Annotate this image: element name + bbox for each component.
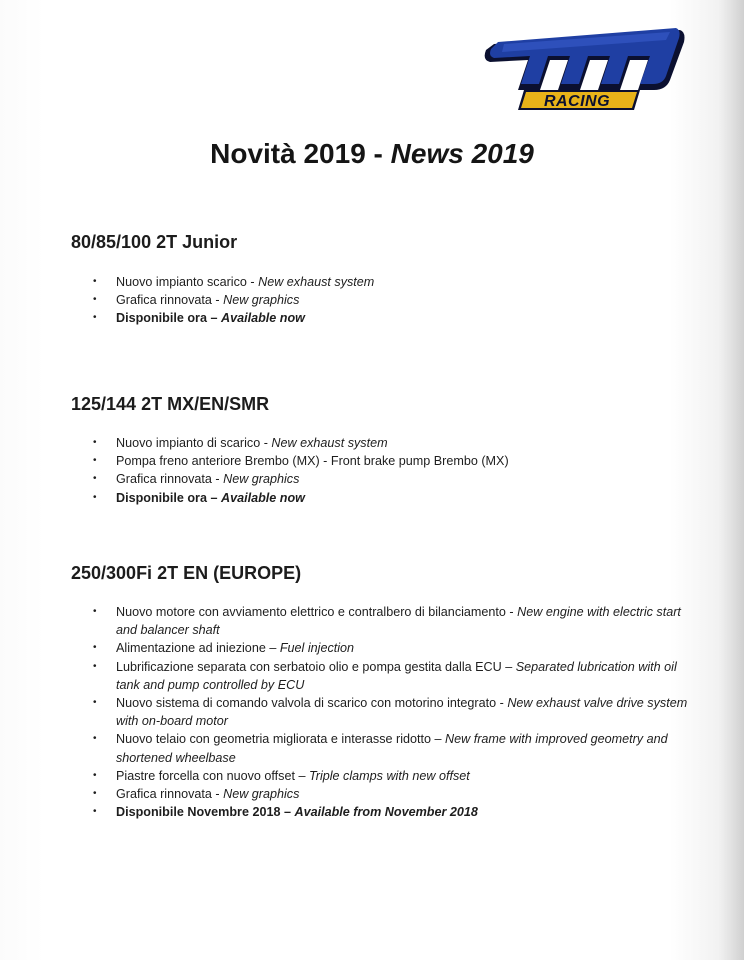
page-title	[0, 138, 744, 170]
bullet-icon: •	[93, 437, 97, 448]
item-english-text: Available from November 2018	[294, 805, 478, 820]
item-separator: –	[206, 490, 221, 505]
item-english-text: Separated lubrication with oil tank and pump controlled by ECU	[116, 659, 677, 692]
feature-list-item	[71, 273, 374, 291]
item-italian-text: Nuovo sistema di comando valvola di scarico con motorino integrato	[116, 696, 497, 711]
bullet-icon: •	[93, 276, 97, 287]
item-separator: –	[294, 768, 309, 783]
item-separator: –	[431, 732, 446, 747]
feature-list-item	[71, 434, 509, 452]
racing-text: RACING	[543, 93, 611, 110]
section-junior	[71, 232, 691, 326]
bullet-icon: •	[93, 491, 97, 503]
feature-list-item	[71, 291, 374, 309]
feature-list	[71, 273, 374, 328]
item-italian-text: Nuovo motore con avviamento elettrico e contralbero di bilanciamento	[116, 605, 506, 619]
item-separator: -	[260, 436, 272, 450]
bullet-icon: •	[93, 788, 97, 800]
feature-list-item	[71, 639, 691, 657]
item-english-text: Available now	[220, 311, 305, 326]
title-english: News 2019	[390, 138, 534, 169]
section-125-144	[71, 394, 691, 505]
item-italian-text: Grafica rinnovata	[116, 293, 212, 308]
item-separator: -	[211, 787, 224, 802]
feature-list-item	[71, 603, 691, 639]
item-separator: –	[206, 311, 221, 326]
racing-plate	[518, 90, 640, 110]
bullet-icon: •	[93, 455, 97, 467]
feature-list-item	[71, 470, 509, 488]
item-english-text: New engine with electric start and balancer shaft	[116, 605, 681, 638]
feature-list-item	[71, 730, 691, 766]
section-250-300fi	[71, 563, 691, 820]
item-separator: –	[265, 641, 280, 656]
item-english-text: Triple clamps with new offset	[309, 768, 470, 783]
feature-list-item	[71, 767, 691, 785]
item-italian-text: Nuovo impianto di scarico	[116, 436, 261, 450]
item-separator: –	[501, 659, 516, 674]
item-italian-text: Disponibile ora	[116, 490, 207, 505]
item-italian-text: Lubrificazione separata con serbatoio olio e pompa gestita dalla ECU	[116, 659, 502, 674]
item-english-text: New exhaust valve drive system with on-board motor	[116, 696, 688, 729]
item-italian-text: Grafica rinnovata	[116, 787, 212, 802]
tm-wordmark	[485, 28, 685, 90]
item-english-text: New exhaust system	[258, 275, 375, 289]
feature-list	[71, 434, 509, 507]
item-italian-text: Nuovo telaio con geometria migliorata e interasse ridotto	[116, 732, 432, 747]
feature-list-item	[71, 452, 509, 470]
bullet-icon: •	[93, 642, 97, 654]
item-english-text: New exhaust system	[271, 436, 388, 450]
section-heading: 125/144 2T MX/EN/SMR	[71, 394, 270, 414]
item-separator: -	[505, 605, 518, 619]
feature-list-item	[71, 803, 691, 821]
bullet-icon: •	[93, 806, 97, 818]
item-english-text: New graphics	[223, 293, 300, 308]
item-english-text: Available now	[220, 490, 305, 505]
feature-list-item	[71, 785, 691, 803]
item-italian-text: Grafica rinnovata	[116, 472, 212, 487]
item-separator: –	[280, 805, 295, 820]
bullet-icon: •	[93, 312, 97, 324]
item-italian-text: Piastre forcella con nuovo offset	[116, 768, 295, 783]
bullet-icon: •	[93, 769, 97, 781]
bullet-icon: •	[93, 733, 97, 745]
feature-list-item	[71, 309, 374, 327]
bullet-icon: •	[93, 660, 97, 672]
item-italian-text: Alimentazione ad iniezione	[116, 641, 266, 656]
title-separator: -	[365, 138, 391, 169]
item-english-text: New graphics	[223, 472, 300, 487]
feature-list	[71, 603, 691, 821]
tm-racing-logo	[480, 20, 686, 116]
feature-list-item	[71, 658, 691, 694]
bullet-icon: •	[93, 473, 97, 485]
feature-list-item	[71, 489, 509, 507]
bullet-icon: •	[93, 294, 97, 306]
item-english-text: New graphics	[223, 787, 300, 802]
item-italian-text: Disponibile ora	[116, 311, 207, 326]
item-italian-text: Disponibile Novembre 2018	[116, 805, 281, 820]
bullet-icon: •	[93, 697, 97, 709]
section-heading: 80/85/100 2T Junior	[71, 232, 238, 252]
item-separator: -	[211, 293, 224, 308]
item-english-text: New frame with improved geometry and shortened wheelbase	[116, 732, 668, 765]
item-separator: -	[496, 696, 508, 711]
feature-list-item	[71, 694, 691, 730]
item-separator: -	[211, 472, 224, 487]
section-heading: 250/300Fi 2T EN (EUROPE)	[71, 563, 302, 583]
item-italian-text: Nuovo impianto scarico	[116, 275, 247, 289]
item-italian-text: Pompa freno anteriore Brembo (MX) - Front brake pump Brembo (MX)	[116, 454, 509, 469]
title-italian: Novità 2019	[210, 138, 366, 169]
item-english-text: Fuel injection	[279, 641, 355, 656]
bullet-icon: •	[93, 606, 97, 617]
item-separator: -	[246, 275, 259, 289]
